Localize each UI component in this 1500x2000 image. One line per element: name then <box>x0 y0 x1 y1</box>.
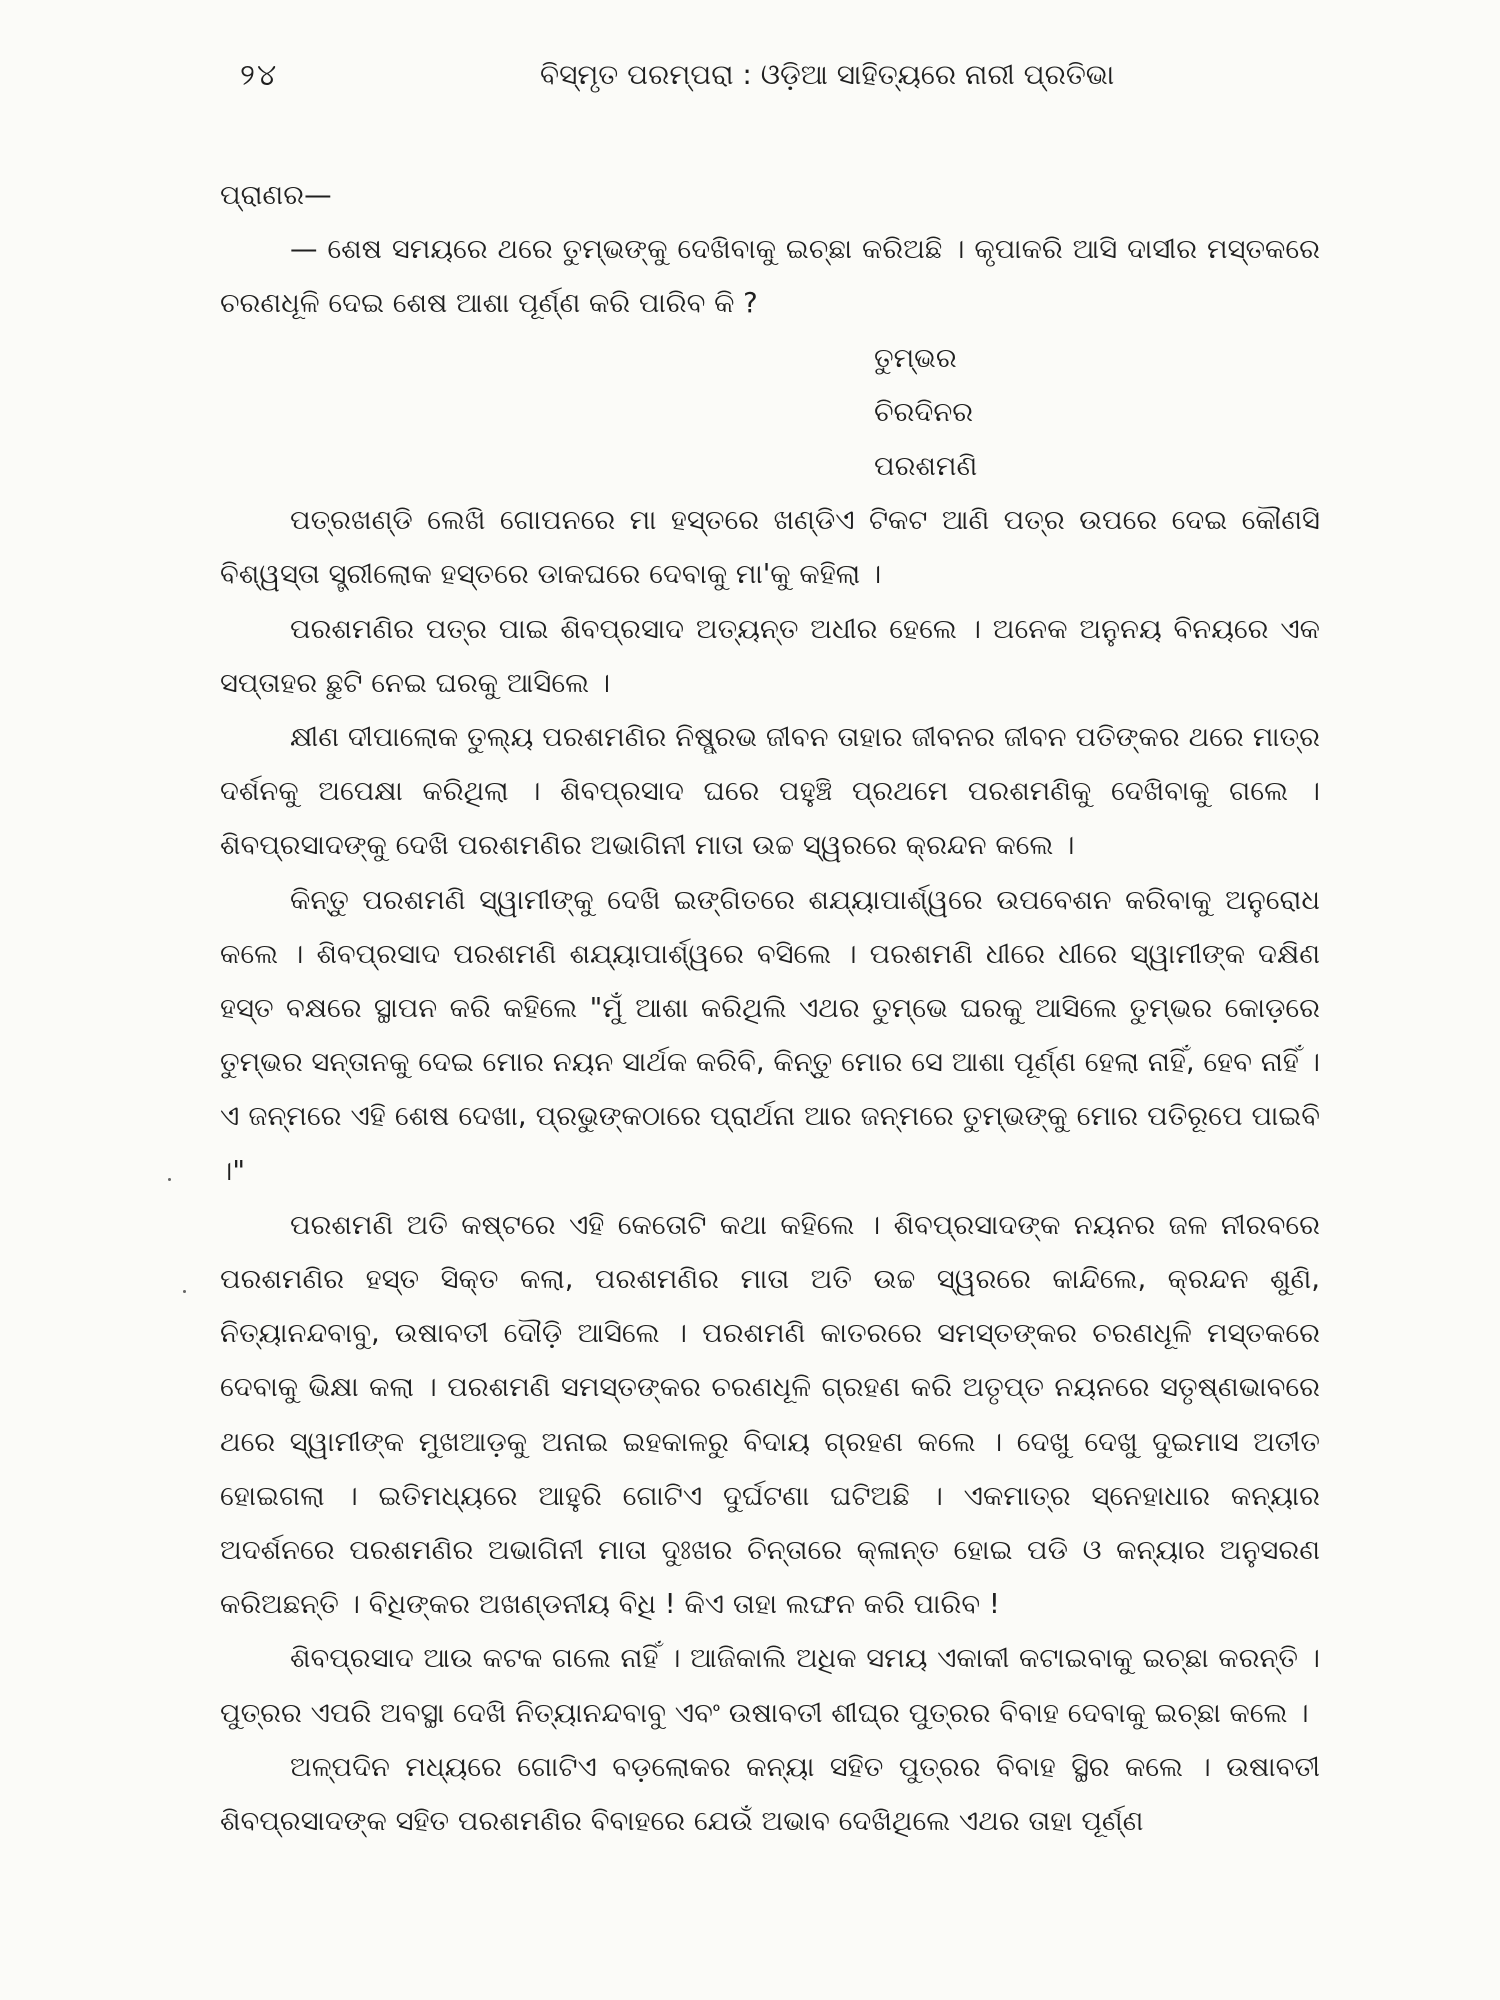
paragraph-7: ଅଳ୍ପଦିନ ମଧ୍ୟରେ ଗୋଟିଏ ବଡ଼ଲୋକର କନ୍ୟା ସହିତ ପୁତ୍ରର ବିବାହ ସ୍ଥିର କଲେ । ଉଷାବତୀ ଶିବପ୍ରସାଦଙ୍କ ସହିତ ପରଶମଣିର ବିବାହରେ ଯେଉଁ ଅଭାବ ଦେଖିଥିଲେ ଏଥର ତାହା ପୂର୍ଣ୍ଣ <box>220 1750 1320 1838</box>
body-text <box>220 168 1320 1848</box>
page-number: ୨୪ <box>240 58 279 93</box>
letter-signature-line-3: ପରଶମଣି <box>874 450 978 483</box>
letter-salutation: ପ୍ରାଣର— <box>220 179 332 211</box>
paragraph-1: ପତ୍ରଖଣ୍ଡି ଲେଖି ଗୋପନରେ ମା ହସ୍ତରେ ଖଣ୍ଡିଏ ଟିକଟ ଆଣି ପତ୍ର ଉପରେ ଦେଇ କୌଣସି ବିଶ୍ୱସ୍ତା ସ୍ତ୍ରୀଲୋକ ହସ୍ତରେ ଡାକଘରେ ଦେବାକୁ ମା'କୁ କହିଲା । <box>220 504 1320 591</box>
letter-signature-line-2: ଚିରଦିନର <box>874 395 974 428</box>
print-speck <box>183 1290 186 1293</box>
print-speck <box>168 1178 171 1181</box>
paragraph-5: ପରଶମଣି ଅତି କଷ୍ଟରେ ଏହି କେତୋଟି କଥା କହିଲେ । ଶିବପ୍ରସାଦଙ୍କ ନୟନର ଜଳ ନୀରବରେ ପରଶମଣିର ହସ୍ତ ସିକ୍ତ କଲା, ପରଶମଣିର ମାତା ଅତି ଉଚ୍ଚ ସ୍ୱରରେ କାନ୍ଦିଲେ, କ୍ରନ୍ଦନ ଶୁଣି, ନିତ୍ୟାନନ୍ଦବାବୁ, ଉଷାବତୀ ଦୌଡ଼ି ଆସିଲେ । ପରଶମଣି କାତରରେ ସମସ୍ତଙ୍କର ଚରଣଧୂଳି ମସ୍ତକରେ ଦେବାକୁ ଭିକ୍ଷା କଲା । ପରଶମଣି ସମସ୍ତଙ୍କର ଚରଣଧୂଳି ଗ୍ରହଣ କରି ଅତୃପ୍ତ ନୟନରେ ସତୃଷ୍ଣଭାବରେ ଥରେ ସ୍ୱାମୀଙ୍କ ମୁଖଆଡ଼କୁ ଅନାଇ ଇହକାଳରୁ ବିଦାୟ ଗ୍ରହଣ କଲେ । ଦେଖୁ ଦେଖୁ ଦୁଇମାସ ଅତୀତ ହୋଇଗଲା । ଇତିମଧ୍ୟରେ ଆହୁରି ଗୋଟିଏ ଦୁର୍ଘଟଣା ଘଟିଅଛି । ଏକମାତ୍ର ସ୍ନେହାଧାର କନ୍ୟାର ଅଦର୍ଶନରେ ପରଶମଣିର ଅଭାଗିନୀ ମାତା ଦୁଃଖର ଚିନ୍ତାରେ କ୍ଳାନ୍ତ ହୋଇ ପଡି ଓ କନ୍ୟାର ଅନୁସରଣ କରିଅଛନ୍ତି । ବିଧିଙ୍କର ଅଖଣ୍ଡନୀୟ ବିଧି ! କିଏ ତାହା ଲଙ୍ଘନ କରି ପାରିବ ! <box>220 1208 1320 1621</box>
letter-signature-line-1: ତୁମ୍ଭର <box>874 341 957 374</box>
page-header <box>240 58 1310 108</box>
running-title: ବିସ୍ମୃତ ପରମ୍ପରା : ଓଡ଼ିଆ ସାହିତ୍ୟରେ ନାରୀ ପ୍ରତିଭା <box>540 58 1115 91</box>
paragraph-3: କ୍ଷୀଣ ଦୀପାଲୋକ ତୁଲ୍ୟ ପରଶମଣିର ନିଷ୍ପ୍ରଭ ଜୀବନ ତାହାର ଜୀବନର ଜୀବନ ପତିଙ୍କର ଥରେ ମାତ୍ର ଦର୍ଶନକୁ ଅପେକ୍ଷା କରିଥିଲା । ଶିବପ୍ରସାଦ ଘରେ ପହୁଞ୍ଚି ପ୍ରଥମେ ପରଶମଣିକୁ ଦେଖିବାକୁ ଗଲେ । ଶିବପ୍ରସାଦଙ୍କୁ ଦେଖି ପରଶମଣିର ଅଭାଗିନୀ ମାତା ଉଚ୍ଚ ସ୍ୱରରେ କ୍ରନ୍ଦନ କଲେ । <box>220 721 1320 862</box>
paragraph-4: କିନ୍ତୁ ପରଶମଣି ସ୍ୱାମୀଙ୍କୁ ଦେଖି ଇଙ୍ଗିତରେ ଶଯ୍ୟାପାର୍ଶ୍ୱରେ ଉପବେଶନ କରିବାକୁ ଅନୁରୋଧ କଲେ । ଶିବପ୍ରସାଦ ପରଶମଣି ଶଯ୍ୟାପାର୍ଶ୍ୱରେ ବସିଲେ । ପରଶମଣି ଧୀରେ ଧୀରେ ସ୍ୱାମୀଙ୍କ ଦକ୍ଷିଣ ହସ୍ତ ବକ୍ଷରେ ସ୍ଥାପନ କରି କହିଲେ "ମୁଁ ଆଶା କରିଥିଲି ଏଥର ତୁମ୍ଭେ ଘରକୁ ଆସିଲେ ତୁମ୍ଭର କୋଡ଼ରେ ତୁମ୍ଭର ସନ୍ତାନକୁ ଦେଇ ମୋର ନୟନ ସାର୍ଥକ କରିବି, କିନ୍ତୁ ମୋର ସେ ଆଶା ପୂର୍ଣ୍ଣ ହେଲା ନାହିଁ, ହେବ ନାହିଁ । ଏ ଜନ୍ମରେ ଏହି ଶେଷ ଦେଖା, ପ୍ରଭୁଙ୍କଠାରେ ପ୍ରାର୍ଥନା ଆର ଜନ୍ମରେ ତୁମ୍ଭଙ୍କୁ ମୋର ପତିରୂପେ ପାଇବି ।" <box>220 883 1320 1187</box>
paragraph-6: ଶିବପ୍ରସାଦ ଆଉ କଟକ ଗଲେ ନାହିଁ । ଆଜିକାଲି ଅଧିକ ସମୟ ଏକାକୀ କଟାଇବାକୁ ଇଚ୍ଛା କରନ୍ତି । ପୁତ୍ରର ଏପରି ଅବସ୍ଥା ଦେଖି ନିତ୍ୟାନନ୍ଦବାବୁ ଏବଂ ଉଷାବତୀ ଶୀଘ୍ର ପୁତ୍ରର ବିବାହ ଦେବାକୁ ଇଚ୍ଛା କଲେ । <box>220 1642 1320 1729</box>
letter-message: — ଶେଷ ସମୟରେ ଥରେ ତୁମ୍ଭଙ୍କୁ ଦେଖିବାକୁ ଇଚ୍ଛା କରିଅଛି । କୃପାକରି ଆସି ଦାସୀର ମସ୍ତକରେ ଚରଣଧୂଳି ଦେଇ ଶେଷ ଆଶା ପୂର୍ଣ୍ଣ କରି ପାରିବ କି ? <box>220 233 1320 320</box>
paragraph-2: ପରଶମଣିର ପତ୍ର ପାଇ ଶିବପ୍ରସାଦ ଅତ୍ୟନ୍ତ ଅଧୀର ହେଲେ । ଅନେକ ଅନୁନୟ ବିନୟରେ ଏକ ସପ୍ତାହର ଛୁଟି ନେଇ ଘରକୁ ଆସିଲେ । <box>220 612 1320 699</box>
